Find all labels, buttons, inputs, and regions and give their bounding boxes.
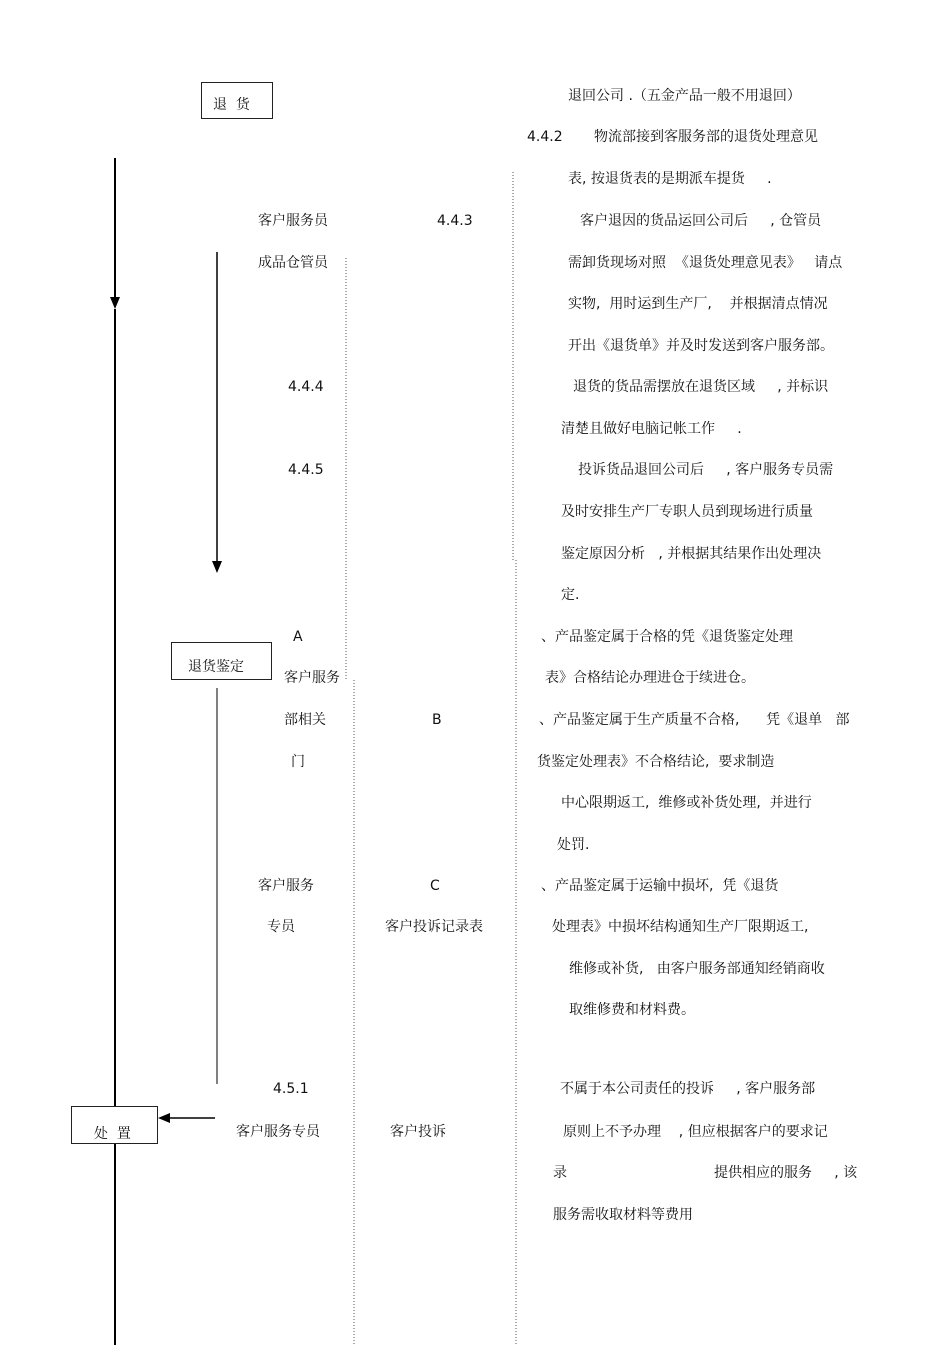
text-line-12: 鉴定原因分析 , 并根据其结果作出处理决 (561, 546, 822, 562)
text-line-07: 开出《退货单》并及时发送到客户服务部。 (568, 338, 834, 354)
text-line-20: 、产品鉴定属于运输中损坏, 凭《退货 (541, 878, 779, 894)
text-line-09: 清楚且做好电脑记帐工作 . (561, 421, 742, 437)
label-a: A (293, 629, 303, 645)
text-line-16: 、产品鉴定属于生产质量不合格, 凭《退单 部 (539, 712, 850, 728)
a-cs-role-line3: 门 (291, 754, 305, 770)
text-line-17: 货鉴定处理表》不合格结论, 要求制造 (537, 754, 775, 770)
text-line-18: 中心限期返工, 维修或补货处理, 并进行 (561, 795, 812, 811)
section-451-role: 客户服务专员 (236, 1124, 320, 1140)
a-cs-role-line1: 客户服务 (284, 670, 340, 686)
text-line-11: 及时安排生产厂专职人员到现场进行质量 (561, 504, 813, 520)
text-line-26b: 提供相应的服务 , 该 (714, 1165, 858, 1181)
text-line-14: 、产品鉴定属于合格的凭《退货鉴定处理 (541, 629, 793, 645)
section-444-number: 4.4.4 (288, 379, 324, 395)
disposal-label: 处 置 (94, 1126, 131, 1142)
text-line-04: 客户退因的货品运回公司后 , 仓管员 (580, 213, 822, 229)
section-445-number: 4.4.5 (288, 462, 324, 478)
complaint-label: 客户投诉 (390, 1124, 446, 1140)
return-goods-label: 退 货 (213, 97, 250, 113)
a-cs-role-line2: 部相关 (284, 712, 326, 728)
return-appraisal-box (171, 642, 272, 680)
label-c: C (430, 878, 440, 894)
text-line-27: 服务需收取材料等费用 (553, 1207, 693, 1223)
c-cs-role-line2: 专员 (267, 919, 295, 935)
text-line-26a: 录 (553, 1165, 567, 1181)
text-line-24: 不属于本公司责任的投诉 , 客户服务部 (560, 1081, 816, 1097)
section-451-number: 4.5.1 (273, 1081, 309, 1097)
main-flow-arrowhead (110, 297, 120, 309)
complaint-form-name: 客户投诉记录表 (385, 919, 483, 935)
return-goods-box (201, 82, 273, 119)
cs-staff-role: 客户服务员 (258, 213, 328, 229)
text-line-08: 退货的货品需摆放在退货区域 , 并标识 (573, 379, 829, 395)
text-line-03: 表, 按退货表的是期派车提货 . (568, 171, 772, 187)
disposal-box (71, 1106, 158, 1144)
text-line-23: 取维修费和材料费。 (569, 1002, 695, 1018)
text-line-13: 定. (561, 587, 580, 603)
text-line-10: 投诉货品退回公司后 , 客户服务专员需 (578, 462, 834, 478)
return-appraisal-label: 退货鉴定 (188, 659, 244, 675)
label-b: B (432, 712, 442, 728)
disposal-arrowhead (158, 1113, 170, 1123)
warehouse-flow-arrowhead (212, 561, 222, 573)
text-line-25: 原则上不予办理 , 但应根据客户的要求记 (563, 1124, 828, 1140)
warehouse-keeper-role: 成品仓管员 (258, 255, 328, 271)
c-cs-role-line1: 客户服务 (258, 878, 314, 894)
section-442-number: 4.4.2 (527, 129, 563, 145)
text-line-21: 处理表》中损坏结构通知生产厂限期返工, (552, 919, 809, 935)
text-line-15: 表》合格结论办理进仓于续进仓。 (545, 670, 755, 686)
text-line-02: 物流部接到客服务部的退货处理意见 (594, 129, 818, 145)
section-443-number: 4.4.3 (437, 213, 473, 229)
text-line-05: 需卸货现场对照 《退货处理意见表》 请点 (568, 255, 843, 271)
text-line-19: 处罚. (557, 837, 590, 853)
text-line-01: 退回公司 .（五金产品一般不用退回） (568, 88, 801, 104)
text-line-22: 维修或补货, 由客户服务部通知经销商收 (569, 961, 825, 977)
text-line-06: 实物, 用时运到生产厂, 并根据清点情况 (568, 296, 828, 312)
